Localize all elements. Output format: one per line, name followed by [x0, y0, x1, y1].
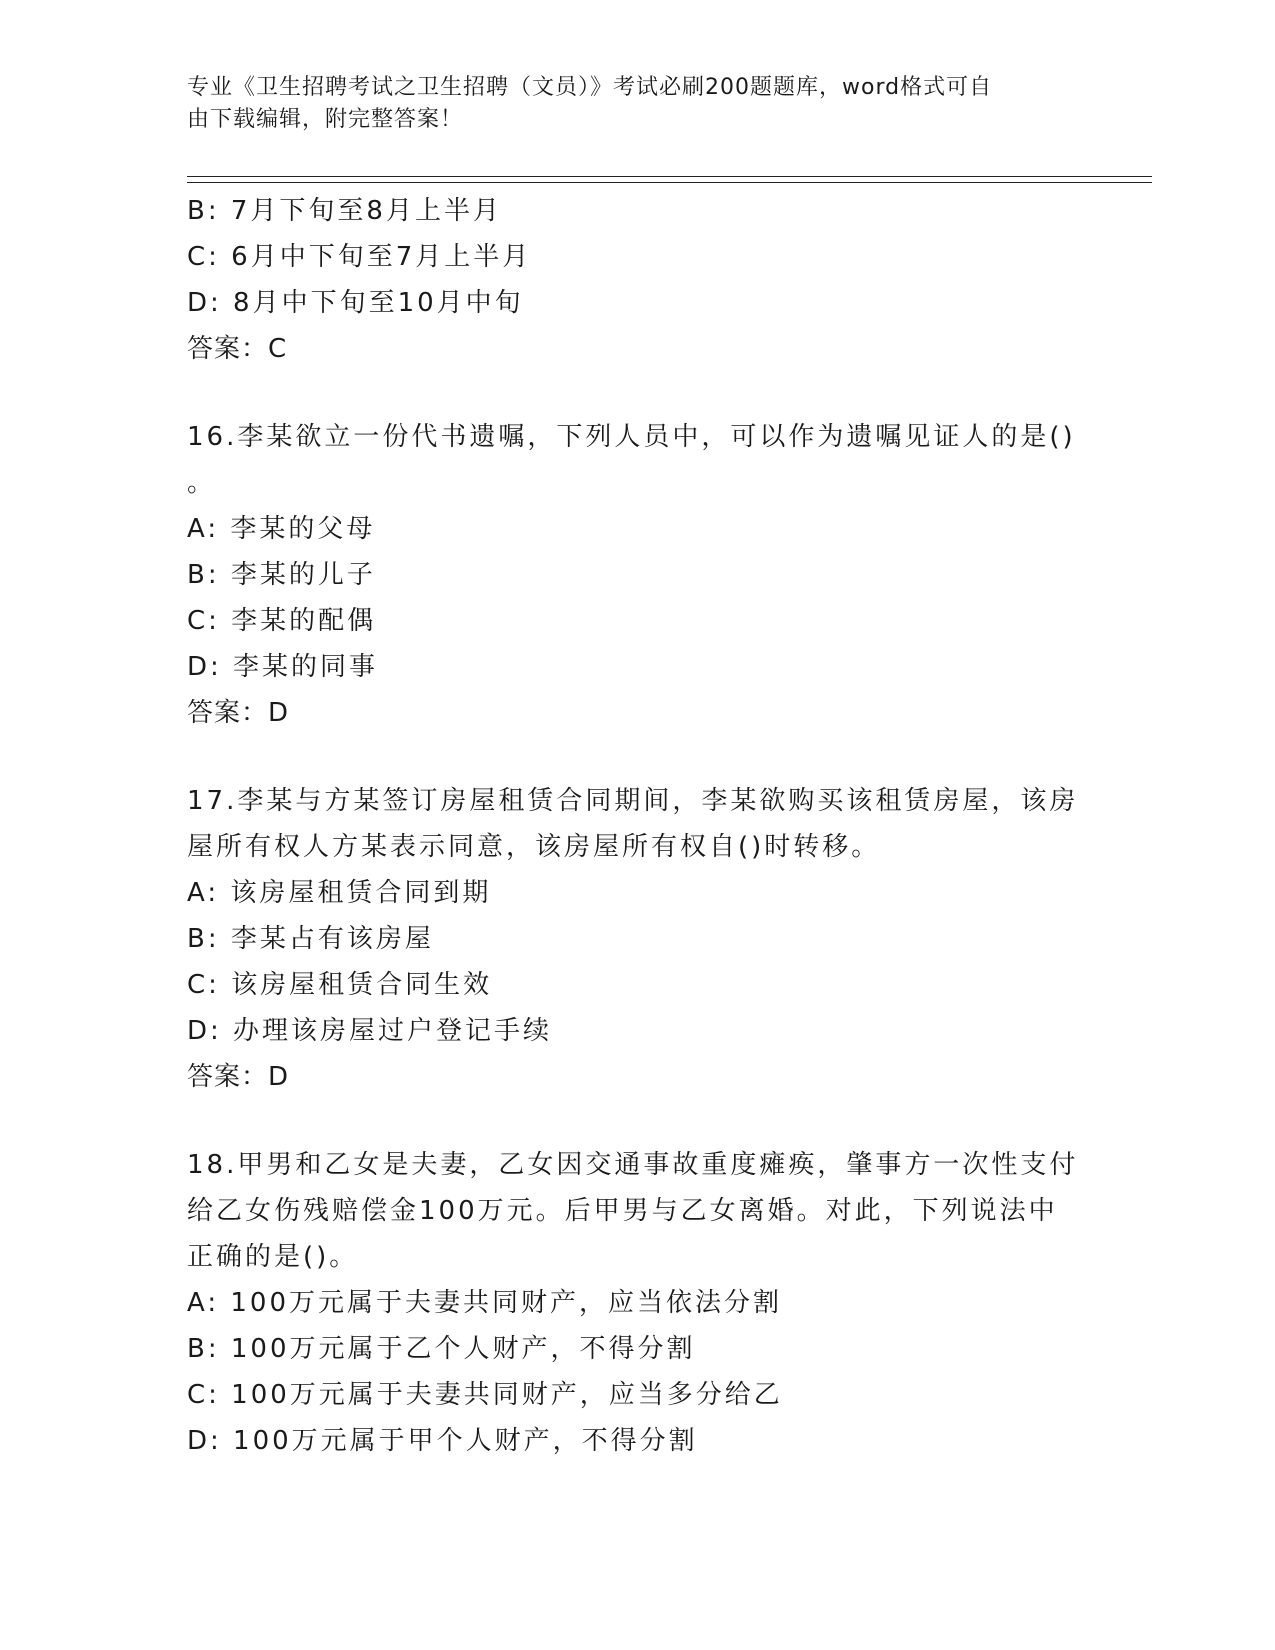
header-line-2: 由下载编辑，附完整答案！	[187, 107, 464, 132]
question-text-continued: 给乙女伤残赔偿金100万元。后甲男与乙女离婚。对此，下列说法中	[187, 1196, 1058, 1226]
option-a: A: 100万元属于夫妻共同财产，应当依法分割	[187, 1288, 782, 1318]
option-b: B: 7月下旬至8月上半月	[187, 196, 502, 226]
option-c: C: 该房屋租赁合同生效	[187, 970, 493, 1000]
spacer	[187, 372, 1067, 414]
question-text-continued: 屋所有权人方某表示同意，该房屋所有权自()时转移。	[187, 832, 881, 862]
option-d: D: 办理该房屋过户登记手续	[187, 1016, 553, 1046]
question-text: 17.李某与方某签订房屋租赁合同期间，李某欲购买该租赁房屋，该房	[187, 786, 1079, 816]
answer: 答案：D	[187, 1062, 290, 1092]
answer: 答案：D	[187, 698, 290, 728]
option-b: B: 李某的儿子	[187, 560, 376, 590]
option-a: A: 李某的父母	[187, 514, 376, 544]
header-divider-top	[187, 176, 1152, 177]
option-c: C: 6月中下旬至7月上半月	[187, 242, 532, 272]
spacer	[187, 1100, 1067, 1142]
option-c: C: 李某的配偶	[187, 606, 377, 636]
option-c: C: 100万元属于夫妻共同财产，应当多分给乙	[187, 1380, 783, 1410]
header-divider-bottom	[187, 182, 1152, 183]
question-15-continued	[187, 188, 1067, 372]
question-16	[187, 414, 1076, 736]
question-list	[187, 188, 1079, 1464]
option-b: B: 李某占有该房屋	[187, 924, 434, 954]
option-d: D: 8月中下旬至10月中旬	[187, 288, 524, 318]
question-text-continued: 。	[187, 468, 217, 498]
spacer	[187, 736, 1067, 778]
option-d: D: 100万元属于甲个人财产，不得分割	[187, 1426, 698, 1456]
question-17	[187, 778, 1079, 1100]
question-text-continued: 正确的是()。	[187, 1242, 359, 1272]
answer: 答案：C	[187, 334, 288, 364]
option-d: D: 李某的同事	[187, 652, 379, 682]
question-18	[187, 1142, 1079, 1464]
option-b: B: 100万元属于乙个人财产，不得分割	[187, 1334, 696, 1364]
option-a: A: 该房屋租赁合同到期	[187, 878, 492, 908]
question-text: 16.李某欲立一份代书遗嘱，下列人员中，可以作为遗嘱见证人的是()	[187, 422, 1076, 452]
header-line-1: 专业《卫生招聘考试之卫生招聘（文员）》考试必刷200题题库，word格式可自	[187, 75, 993, 100]
document-header	[187, 72, 1067, 136]
question-text: 18.甲男和乙女是夫妻，乙女因交通事故重度瘫痪，肇事方一次性支付	[187, 1150, 1079, 1180]
